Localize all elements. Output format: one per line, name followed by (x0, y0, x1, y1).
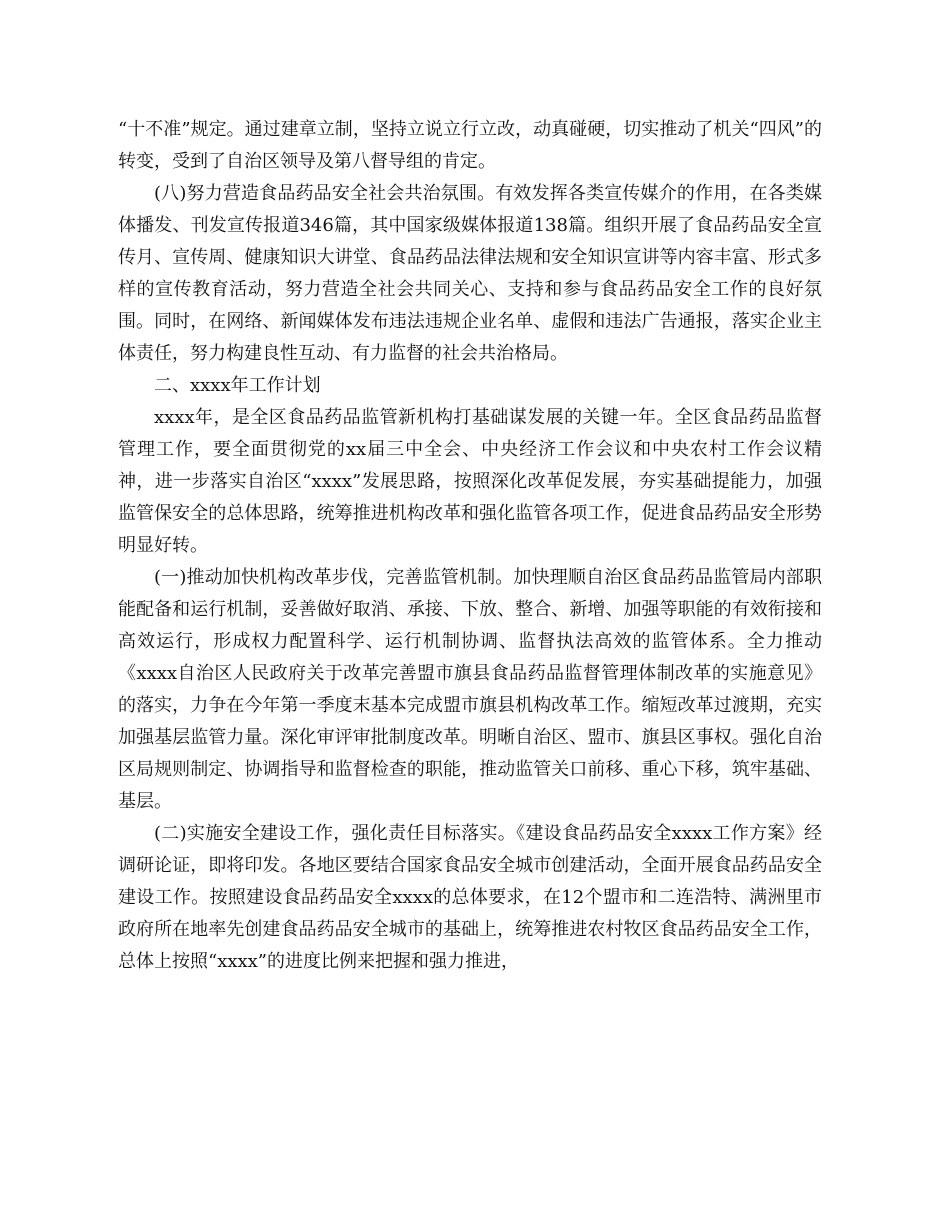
document-page (118, 114, 822, 978)
paragraph-work-plan-intro: xxxx年，是全区食品药品监管新机构打基础谋发展的关键一年。全区食品药品监督管理工作，要全面贯彻党的xx届三中全会、中央经济工作会议和中央农村工作会议精神，进一步落实自治区“xxxx”发展思路，按照深化改革促发展，夯实基础提能力，加强监管保安全的总体思路，统筹推进机构改革和强化监管各项工作，促进食品药品安全形势明显好转。 (118, 407, 822, 556)
paragraph-section-8: (八)努力营造食品药品安全社会共治氛围。有效发挥各类宣传媒介的作用，在各类媒体播发、刊发宣传报道346篇，其中国家级媒体报道138篇。组织开展了食品药品安全宣传月、宣传周、健康知识大讲堂、食品药品法律法规和安全知识宣讲等内容丰富、形式多样的宣传教育活动，努力营造全社会共同关心、支持和参与食品药品安全工作的良好氛围。同时，在网络、新闻媒体发布违法违规企业名单、虚假和违法广告通报，落实企业主体责任，努力构建良性互动、有力监督的社会共治格局。 (118, 183, 822, 364)
paragraph-continuation: “十不准”规定。通过建章立制，坚持立说立行立改，动真碰硬，切实推动了机关“四风”的转变，受到了自治区领导及第八督导组的肯定。 (118, 119, 822, 172)
paragraph-plan-item-2: (二)实施安全建设工作，强化责任目标落实。《建设食品药品安全xxxx工作方案》经调研论证，即将印发。各地区要结合国家食品安全城市创建活动，全面开展食品药品安全建设工作。按照建设食品药品安全xxxx的总体要求，在12个盟市和二连浩特、满洲里市政府所在地率先创建食品药品安全城市的基础上，统筹推进农村牧区食品药品安全工作，总体上按照“xxxx”的进度比例来把握和强力推进， (118, 823, 822, 972)
section-heading-work-plan: 二、xxxx年工作计划 (154, 375, 321, 396)
paragraph-plan-item-1: (一)推动加快机构改革步伐，完善监管机制。加快理顺自治区食品药品监管局内部职能配备和运行机制，妥善做好取消、承接、下放、整合、新增、加强等职能的有效衔接和高效运行，形成权力配置科学、运行机制协调、监督执法高效的监管体系。全力推动《xxxx自治区人民政府关于改革完善盟市旗县食品药品监督管理体制改革的实施意见》的落实，力争在今年第一季度末基本完成盟市旗县机构改革工作。缩短改革过渡期，充实加强基层监管力量。深化审评审批制度改革。明晰自治区、盟市、旗县区事权。强化自治区局规则制定、协调指导和监督检查的职能，推动监管关口前移、重心下移，筑牢基础、基层。 (118, 567, 822, 812)
